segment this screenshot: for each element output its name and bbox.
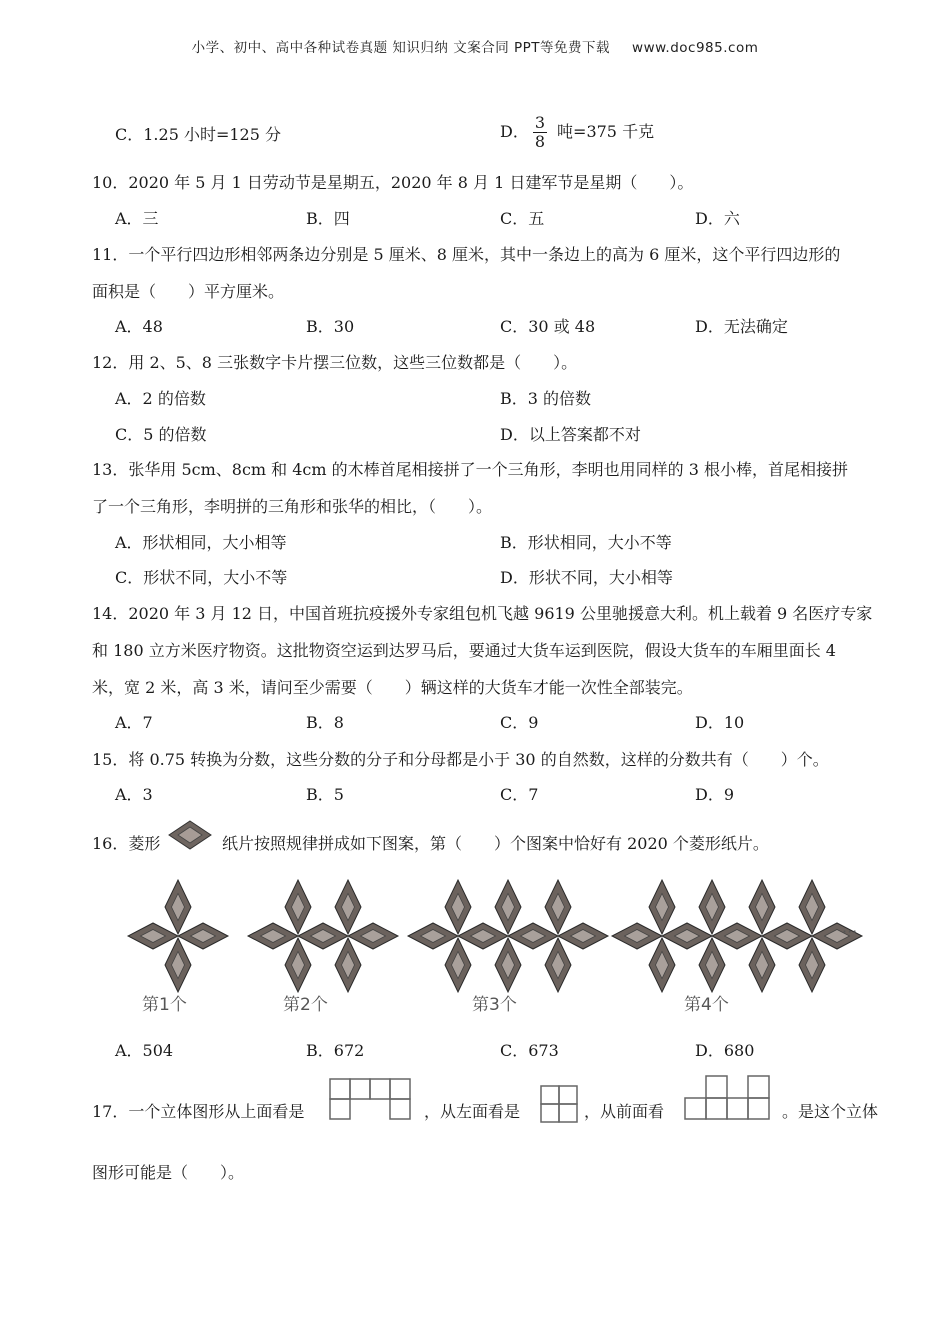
rhombus-tile (445, 880, 471, 934)
fraction-numerator: 3 (534, 113, 546, 132)
pattern-label-1: 第1个 (142, 995, 187, 1015)
rhombus-tile (458, 923, 508, 949)
front-view-figure (683, 1074, 773, 1122)
q13-option-a[interactable]: A．形状相同，大小相等 (115, 533, 287, 552)
rhombus-tile (445, 938, 471, 992)
top-view-figure (328, 1077, 413, 1122)
q13-stem-line2: 了一个三角形，李明拼的三角形和张华的相比，（ ）。 (92, 497, 493, 516)
q10-option-c[interactable]: C．五 (500, 209, 545, 228)
rhombus-tile (612, 923, 662, 949)
q10-option-b[interactable]: B．四 (306, 209, 350, 228)
rhombus-patterns (0, 880, 950, 990)
fraction-denominator: 8 (534, 132, 546, 151)
q17-stem-d: 。是这个立体 (782, 1102, 879, 1121)
rhombus-tile (348, 923, 398, 949)
q15-option-a[interactable]: A．3 (115, 785, 153, 804)
q10-option-d[interactable]: D．六 (695, 209, 740, 228)
q16-option-b[interactable]: B．672 (306, 1041, 365, 1060)
rhombus-tile (799, 938, 825, 992)
rhombus-tile (699, 880, 725, 934)
rhombus-tile (649, 880, 675, 934)
q11-option-c[interactable]: C．30 或 48 (500, 317, 596, 336)
rhombus-tile (128, 923, 178, 949)
q12-stem: 12．用 2、5、8 三张数字卡片摆三位数，这些三位数都是（ ）。 (92, 353, 578, 372)
rhombus-tile (649, 938, 675, 992)
q15-option-b[interactable]: B．5 (306, 785, 344, 804)
rhombus-tile (165, 938, 191, 992)
q14-option-b[interactable]: B．8 (306, 713, 344, 732)
q10-option-a[interactable]: A．三 (115, 209, 159, 228)
rhombus-tile (335, 880, 361, 934)
q12-option-b[interactable]: B．3 的倍数 (500, 389, 592, 408)
rhombus-tile (749, 880, 775, 934)
q11-stem-line1: 11．一个平行四边形相邻两条边分别是 5 厘米、8 厘米，其中一条边上的高为 6 厘米，这个平行四边形的 (92, 245, 841, 264)
q14-stem-line2: 和 180 立方米医疗物资。这批物资空运到达罗马后，要通过大货车运到医院，假设大货车的车厢里面长 4 (92, 641, 836, 660)
q16-option-c[interactable]: C．673 (500, 1041, 559, 1060)
q11-option-b[interactable]: B．30 (306, 317, 355, 336)
q12-option-a[interactable]: A．2 的倍数 (115, 389, 206, 408)
q12-option-d[interactable]: D．以上答案都不对 (500, 425, 641, 444)
q14-option-d[interactable]: D．10 (695, 713, 745, 732)
q15-stem: 15．将 0.75 转换为分数，这些分数的分子和分母都是小于 30 的自然数，这样的分数共有（ ）个。 (92, 750, 829, 769)
rhombus-icon (168, 820, 212, 850)
q11-stem-line2: 面积是（ ）平方厘米。 (92, 282, 285, 301)
rhombus-tile (545, 938, 571, 992)
page-header (0, 36, 950, 56)
pattern-label-4: 第4个 (684, 995, 729, 1015)
rhombus-tile (749, 938, 775, 992)
q15-option-d[interactable]: D．9 (695, 785, 735, 804)
q9-option-d-suffix: 吨=375 千克 (557, 122, 655, 141)
q13-option-b[interactable]: B．形状相同，大小不等 (500, 533, 672, 552)
q13-option-d[interactable]: D．形状不同，大小相等 (500, 568, 673, 587)
rhombus-tile (298, 923, 348, 949)
q16-stem-b: 纸片按照规律拼成如下图案，第（ ）个图案中恰好有 2020 个菱形纸片。 (222, 834, 769, 853)
rhombus-tile (712, 923, 762, 949)
q13-option-c[interactable]: C．形状不同，大小不等 (115, 568, 288, 587)
rhombus-tile (495, 938, 521, 992)
q13-stem-line1: 13．张华用 5cm、8cm 和 4cm 的木棒首尾相接拼了一个三角形，李明也用同样的 3 根小棒，首尾相接拼 (92, 460, 848, 479)
rhombus-tile (662, 923, 712, 949)
q14-stem-line3: 米，宽 2 米，高 3 米，请问至少需要（ ）辆这样的大货车才能一次性全部装完。 (92, 678, 693, 697)
q14-stem-line1: 14．2020 年 3 月 12 日，中国首班抗疫援外专家组包机飞越 9619 公里驰援意大利。机上载着 9 名医疗专家 (92, 604, 873, 623)
q17-stem-c: ，从前面看 (584, 1102, 665, 1121)
q11-option-d[interactable]: D．无法确定 (695, 317, 788, 336)
fraction (533, 114, 547, 151)
rhombus-tile (165, 880, 191, 934)
rhombus-tile (178, 923, 228, 949)
q16-option-a[interactable]: A．504 (115, 1041, 174, 1060)
rhombus-tile (558, 923, 608, 949)
rhombus-tile (408, 923, 458, 949)
q14-option-c[interactable]: C．9 (500, 713, 539, 732)
q10-stem: 10．2020 年 5 月 1 日劳动节是星期五，2020 年 8 月 1 日建军节是星期（ ）。 (92, 173, 694, 192)
q9-option-d-prefix: D． (500, 122, 529, 141)
q16-stem-a: 16．菱形 (92, 834, 161, 853)
rhombus-tile (248, 923, 298, 949)
rhombus-tile (762, 923, 812, 949)
rhombus-tile (335, 938, 361, 992)
pattern-ellipsis: ··· (842, 922, 858, 941)
pattern-label-2: 第2个 (283, 995, 328, 1015)
header-url[interactable]: www.doc985.com (632, 40, 759, 56)
q14-option-a[interactable]: A．7 (115, 713, 153, 732)
q9-option-d[interactable] (500, 114, 654, 151)
rhombus-tile (545, 880, 571, 934)
q17-stem-line2: 图形可能是（ ）。 (92, 1163, 245, 1182)
rhombus-tile (508, 923, 558, 949)
q17-stem-a: 17．一个立体图形从上面看是 (92, 1102, 305, 1121)
rhombus-tile (285, 938, 311, 992)
left-view-figure (539, 1084, 579, 1124)
pattern-label-3: 第3个 (472, 995, 517, 1015)
rhombus-tile (285, 880, 311, 934)
q15-option-c[interactable]: C．7 (500, 785, 539, 804)
q9-option-c[interactable]: C．1.25 小时=125 分 (115, 125, 281, 144)
q17-stem-b: ，从左面看是 (424, 1102, 521, 1121)
rhombus-tile (495, 880, 521, 934)
q12-option-c[interactable]: C．5 的倍数 (115, 425, 207, 444)
rhombus-tile (799, 880, 825, 934)
q11-option-a[interactable]: A．48 (115, 317, 163, 336)
header-text: 小学、初中、高中各种试卷真题 知识归纳 文案合同 PPT等免费下载 (191, 40, 611, 56)
rhombus-tile (699, 938, 725, 992)
q16-option-d[interactable]: D．680 (695, 1041, 755, 1060)
